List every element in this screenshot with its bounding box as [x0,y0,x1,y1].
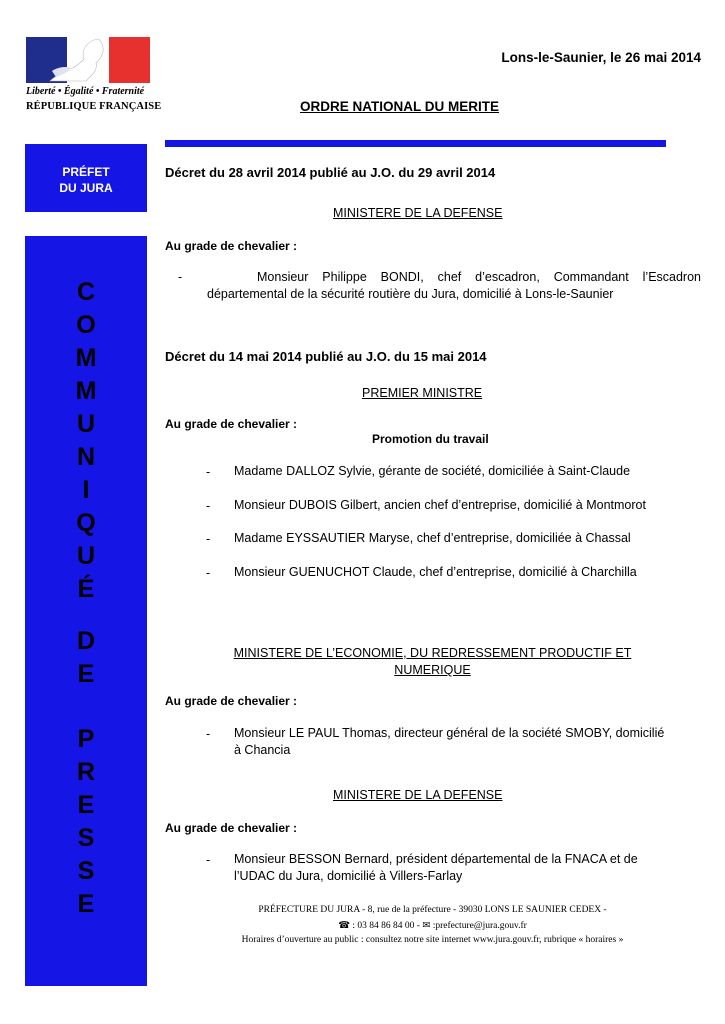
ministry-heading: PREMIER MINISTRE [362,386,483,400]
republic-motto: Liberté • Égalité • Fraternité [26,86,145,97]
republic-name: RÉPUBLIQUE FRANÇAISE [26,101,162,112]
banner-letter: M [75,377,97,405]
banner-letter: R [76,758,96,786]
banner-letter: E [77,890,95,918]
banner-letter: D [76,627,96,655]
phone-icon: ☎ [338,921,351,931]
nominee-entry: Monsieur GUENUCHOT Claude, chef d’entreprise, domicilié à Charchilla [234,565,637,579]
banner-letter: U [76,542,96,570]
decree-heading: Décret du 28 avril 2014 publié au J.O. du 29 avril 2014 [165,165,496,180]
nominee-entry-cont: l’UDAC du Jura, domicilié à Villers-Farlay [234,869,463,883]
footer-hours: Horaires d’ouverture au public : consultez notre site internet www.jura.gouv.fr, rubrique « horaires » [241,935,624,945]
nominee-entry-cont: départemental de la sécurité routière du Jura, domicilié à Lons-le-Saunier [207,287,614,301]
nominee-entry: Madame DALLOZ Sylvie, gérante de société, domiciliée à Saint-Claude [234,464,631,478]
banner-letter: É [77,575,95,603]
grade-label: Au grade de chevalier : [165,417,298,431]
header-rule [165,140,666,147]
footer-contact [165,920,700,931]
nominee-entry: Monsieur BESSON Bernard, président départemental de la FNACA et de [234,852,638,866]
list-dash: - [206,532,211,546]
communique-banner [25,236,147,986]
banner-letter: Q [76,509,96,537]
grade-label: Au grade de chevalier : [165,694,298,708]
banner-letter: S [77,824,95,852]
nominee-entry: Monsieur LE PAUL Thomas, directeur général de la société SMOBY, domicilié [234,726,665,740]
banner-letter: U [76,410,96,438]
banner-letter: N [76,443,96,471]
marianne-logo [26,37,150,83]
ministry-heading: MINISTERE DE LA DEFENSE [333,788,503,802]
footer-phone: : 03 84 86 84 00 - [352,921,420,931]
list-dash: - [206,465,211,479]
list-dash: - [206,727,211,741]
date-line: Lons-le-Saunier, le 26 mai 2014 [501,50,701,65]
decree-heading: Décret du 14 mai 2014 publié au J.O. du 15 mai 2014 [165,349,487,364]
page-title: ORDRE NATIONAL DU MERITE [300,99,499,114]
banner-letter: E [77,791,95,819]
ministry-heading: MINISTERE DE LA DEFENSE [333,206,503,220]
ministry-heading-cont: NUMERIQUE [394,663,471,677]
nominee-entry: Monsieur DUBOIS Gilbert, ancien chef d’entreprise, domicilié à Montmorot [234,498,646,512]
list-dash: - [206,499,211,513]
prefet-region: DU JURA [59,181,113,195]
banner-letter: P [77,725,95,753]
prefet-badge [25,144,147,212]
nominee-entry: Madame EYSSAUTIER Maryse, chef d’entreprise, domiciliée à Chassal [234,531,631,545]
banner-letter: O [76,311,96,339]
list-dash: - [206,853,211,867]
grade-label: Au grade de chevalier : [165,239,298,253]
list-dash: - [206,566,211,580]
subheading: Promotion du travail [372,432,489,446]
banner-letter: C [76,278,96,306]
banner-letter: S [77,857,95,885]
footer-address: PRÉFECTURE DU JURA - 8, rue de la préfecture - 39030 LONS LE SAUNIER CEDEX - [258,905,607,915]
list-dash: - [178,270,183,284]
banner-letter: M [75,344,97,372]
banner-letter: I [82,476,90,504]
grade-label: Au grade de chevalier : [165,821,298,835]
prefet-label: PRÉFET [62,165,110,179]
nominee-entry: Monsieur Philippe BONDI, chef d’escadron, Commandant l’Escadron [257,270,701,284]
nominee-entry-cont: à Chancia [234,743,291,757]
banner-letter: E [77,660,95,688]
mail-icon: ✉ [422,921,431,931]
footer-email[interactable]: :prefecture@jura.gouv.fr [432,921,527,931]
ministry-heading: MINISTERE DE L’ECONOMIE, DU REDRESSEMENT PRODUCTIF ET [233,646,632,660]
